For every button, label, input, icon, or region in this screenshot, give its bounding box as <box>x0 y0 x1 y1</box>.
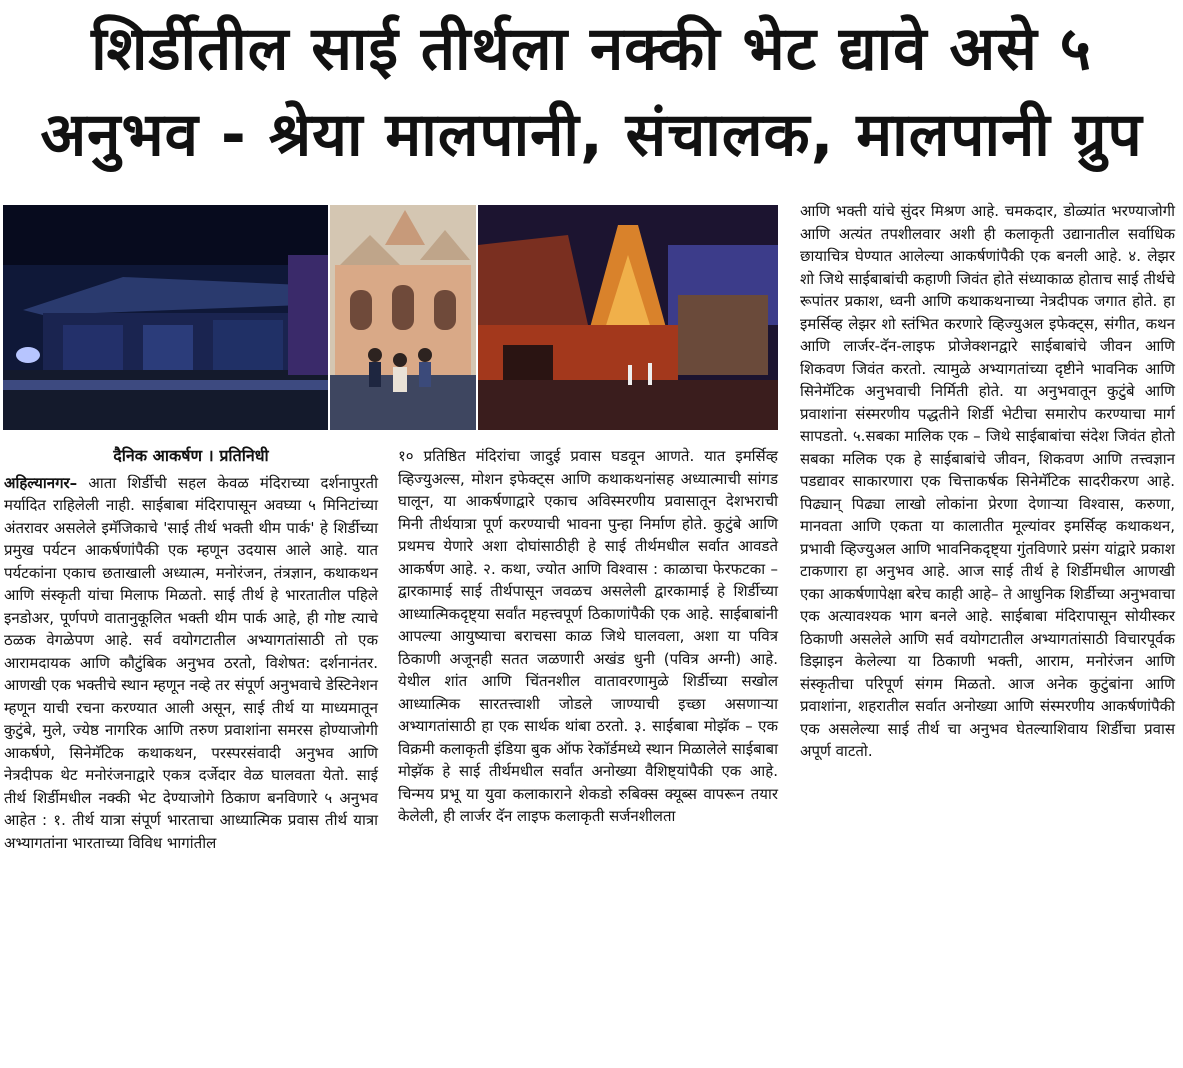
column-3-text: आणि भक्ती यांचे सुंदर मिश्रण आहे. चमकदार, डोळ्यांत भरण्याजोगी आणि अत्यंत तपशीलवार अशी ही कलाकृती उद्यानातील सर्वाधिक छायाचित्र घेण्यात आलेल्या आकर्षणांपैकी एक बनली आहे. ४. लेझर शो जिथे साईबाबांची कहाणी जिवंत होते संध्याकाळ होताच साई तीर्थचे रूपांतर प्रकाश, ध्वनी आणि कथाकथनाच्या नेत्रदीपक जगात होते. हा इमर्सिव्ह लेझर शो स्तंभित करणारे व्हिज्युअल इफेक्ट्स, संगीत, कथन आणि लार्जर-दॅन-लाइफ प्रोजेक्शनद्वारे साईबाबांचे जीवन आणि शिकवण जिवंत करतो. त्यामुळे अभ्यागतांच्या दृष्टीने भावनिक आणि सिनेमॅटिक अनुभवाची निर्मिती होते. या अनुभवातून कुटुंबे आणि प्रवाशांना संस्मरणीय पद्धतीने शिर्डी भेटीचा समारोप करण्याचा मार्ग सापडतो. ५.सबका मालिक एक – जिथे साईबाबांचा संदेश जिवंत होतो सबका मलिक एक हे साईबाबांचे जीवन, शिकवण आणि तत्त्वज्ञान पडद्यावर साकारणारा एक चित्ताकर्षक सिनेमॅटिक सादरीकरण आहे. पिढ्यान् पिढ्या लाखो लोकांना प्रेरणा देणाऱ्या विश्वास, करुणा, मानवता आणि एकता या कालातीत मूल्यांवर इमर्सिव्ह कथाकथन, प्रभावी व्हिज्युअल आणि भावनिकदृष्ट्या गुंतविणारे प्रसंग यांद्वारे प्रकाश टाकणारा हा अनुभव आहे. आज साई तीर्थ हे शिर्डीमधील आणखी एका आकर्षणापेक्षा बरेच काही आहे– ते आधुनिक शिर्डीच्या अनुभवाचा एक अत्यावश्यक भाग बनले आहे. साईबाबा मंदिरापासून सोयीस्कर ठिकाणी असलेले आणि सर्व वयोगटातील अभ्यागतांसाठी विचारपूर्वक डिझाइन केलेल्या या ठिकाणी भक्ती, आराम, मनोरंजन आणि संस्कृतीचा परिपूर्ण संगम मिळतो. आज अनेक कुटुंबांना आणि प्रवाशांना, शहरातील सर्वात अनोख्या आणि संस्मरणीय आकर्षणांपैकी एक असलेल्या साई तीर्थ चा अनुभव घेतल्याशिवाय शिर्डीचा प्रवास अपूर्ण वाटतो. <box>800 202 1175 760</box>
illuminated-temple-photo <box>478 205 778 430</box>
column-1-text <box>4 472 378 855</box>
column-1 <box>4 445 378 854</box>
column-2 <box>398 445 778 828</box>
temple-family-photo <box>330 205 476 430</box>
dateline: अहिल्यानगर– <box>4 473 78 492</box>
column-1-body: आता शिर्डीची सहल केवळ मंदिराच्या दर्शनापुरती मर्यादित राहिलेली नाही. साईबाबा मंदिरापासून अवघ्या ५ मिनिटांच्या अंतरावर असलेले इमॅजिकाचे 'साई तीर्थ भक्ती थीम पार्क' हे शिर्डीच्या प्रमुख पर्यटन आकर्षणांपैकी एक म्हणून उदयास आले आहे. यात पर्यटकांना एकाच छताखाली अध्यात्म, मनोरंजन, तंत्रज्ञान, कथाकथन आणि संस्कृती यांचा मिलाफ मिळतो. साई तीर्थ हे भारतातील पहिले इनडोअर, पूर्णपणे वातानुकूलित भक्ती थीम पार्क आहे, ही गोष्ट त्याचे ठळक वेगळेपण आहे. सर्व वयोगटातील अभ्यागतांसाठी तो एक आरामदायक आणि कौटुंबिक अनुभव ठरतो, विशेषत: दर्शनानंतर. आणखी एक भक्तीचे स्थान म्हणून नव्हे तर संपूर्ण अनुभवाचे डेस्टिनेशन म्हणून याची रचना करण्यात आली असून, साई तीर्थ या माध्यमातून कुटुंबे, मुले, ज्येष्ठ नागरिक आणि तरुण प्रवाशांना समरस होण्याजोगी आकर्षणे, सिनेमॅटिक कथाकथन, परस्परसंवादी अनुभव आणि नेत्रदीपक थेट मनोरंजनाद्वारे एकत्र दर्जेदार वेळ घालवता येतो. साई तीर्थ शिर्डीमधील नक्की भेट देण्याजोगे ठिकाण बनविणारे ५ अनुभव आहेत : १. तीर्थ यात्रा संपूर्ण भारताचा आध्यात्मिक प्रवास तीर्थ यात्रा अभ्यागतांना भारताच्या विविध भागांतील <box>4 473 378 852</box>
column-2-text: १० प्रतिष्ठित मंदिरांचा जादुई प्रवास घडवून आणते. यात इमर्सिव्ह व्हिज्युअल्स, मोशन इफेक्ट्स आणि कथाकथनांसह अध्यात्माची सांगड घालून, या आकर्षणाद्वारे एकाच अविस्मरणीय प्रवासातून देशभराची मिनी तीर्थयात्रा पूर्ण करण्याची भावना पुन्हा निर्माण होते. कुटुंबे आणि प्रथमच येणारे अशा दोघांसाठीही हे साई तीर्थमधील सर्वात आवडते आकर्षण आहे. २. कथा, ज्योत आणि विश्वास : काळाचा फेरफटका – द्वारकामाई साई तीर्थपासून जवळच असलेली द्वारकामाई हे शिर्डीच्या आध्यात्मिकदृष्ट्या सर्वांत महत्त्वपूर्ण ठिकाणांपैकी एक आहे. साईबाबांनी आपल्या आयुष्याचा बराचसा काळ जिथे घालवला, अशा या पवित्र ठिकाणी अजूनही सतत जळणारी अखंड धुनी (पवित्र अग्नी) आहे. येथील शांत आणि चिंतनशील वातावरणामुळे शिर्डीच्या सखोल आध्यात्मिक सारतत्त्वाशी जोडले जाण्याची इच्छा असणाऱ्या अभ्यागतांसाठी हा एक सार्थक थांबा ठरतो. ३. साईबाबा मोझॅक – एक विक्रमी कलाकृती इंडिया बुक ऑफ रेकॉर्डमध्ये स्थान मिळालेले साईबाबा मोझॅक हे साई तीर्थमधील सर्वांत अनोख्या वैशिष्ट्यांपैकी एक आहे. चिन्मय प्रभू या युवा कलाकाराने शेकडो रुबिक्स क्यूब्स वापरून तयार केलेली, ही लार्जर दॅन लाइफ कलाकृती सर्जनशीलता <box>398 447 778 825</box>
column-3 <box>800 200 1175 763</box>
stage-photo <box>3 205 328 430</box>
headline-line-2: अनुभव - श्रेया मालपानी, संचालक, मालपानी ग्रुप <box>40 100 1143 170</box>
headline-line-1: शिर्डीतील साई तीर्थला नक्की भेट द्यावे असे ५ <box>91 14 1092 84</box>
byline: दैनिक आकर्षण । प्रतिनिधी <box>113 446 269 465</box>
